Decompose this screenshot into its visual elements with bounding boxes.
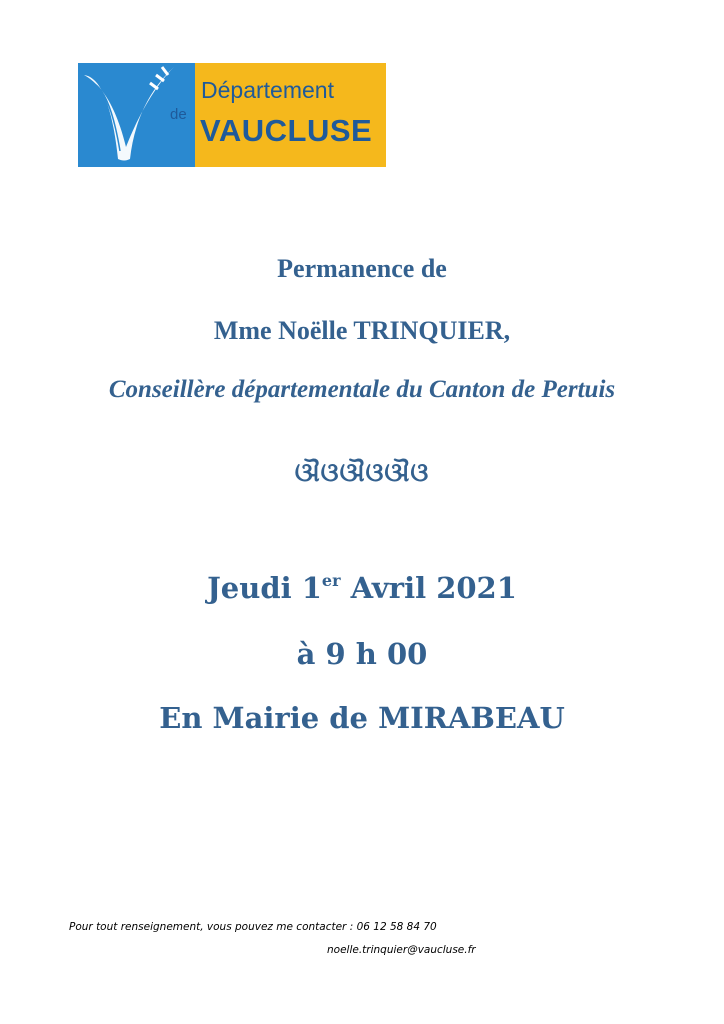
logo-line-vaucluse: VAUCLUSE	[200, 113, 373, 148]
footer-email[interactable]: noelle.trinquier@vaucluse.fr	[327, 944, 476, 956]
heading-role: Conseillère départementale du Canton de Pertuis	[108, 376, 616, 403]
logo-line-de: de	[170, 106, 187, 123]
footer-contact: Pour tout renseignement, vous pouvez me contacter : 06 12 58 84 70	[69, 921, 437, 933]
vaucluse-logo	[78, 63, 386, 167]
logo-line-departement: Département	[201, 77, 334, 103]
date-prefix: Jeudi 1	[207, 571, 322, 605]
event-date	[0, 571, 724, 605]
heading-name: Mme Noëlle TRINQUIER,	[213, 316, 511, 345]
heading-permanence: Permanence de	[277, 254, 447, 283]
event-time: à 9 h 00	[296, 637, 428, 671]
date-suffix: Avril 2021	[340, 571, 517, 605]
event-place: En Mairie de MIRABEAU	[159, 701, 565, 735]
date-superscript: er	[321, 571, 341, 590]
ornament-divider: ଔଓଔଓଔଓ	[294, 458, 430, 487]
